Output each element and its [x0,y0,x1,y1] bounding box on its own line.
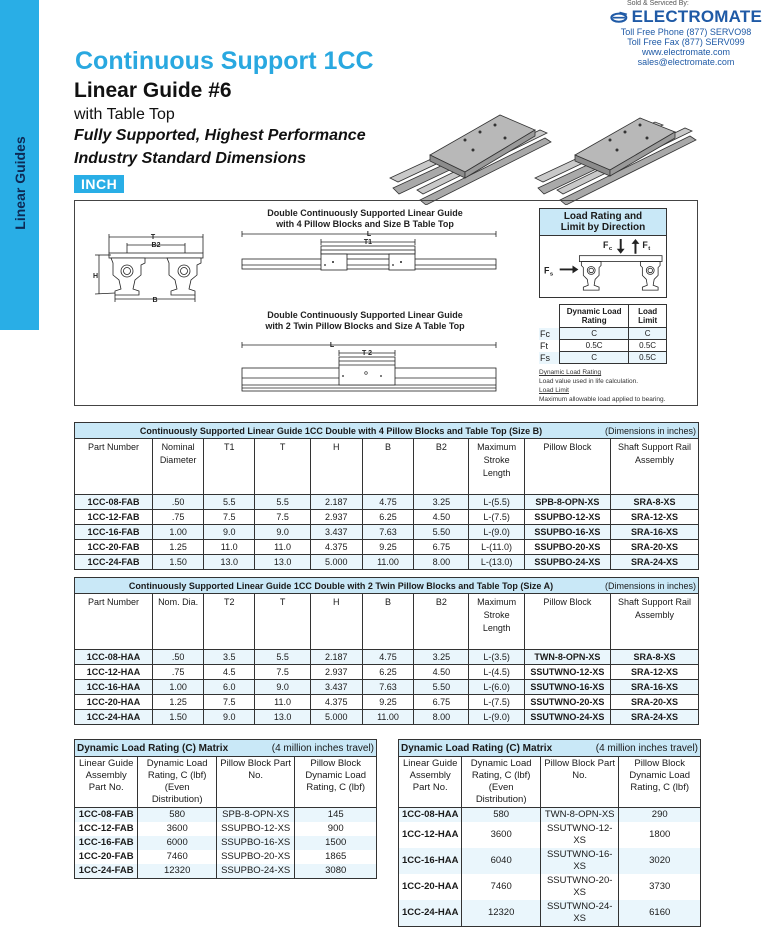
matrix-b-header-row: Linear Guide Assembly Part No. Dynamic Load Rating, C (lbf) (Even Distribution) Pillow Block Part No. Pillow Block Dynamic Load Rating, C (lbf) [75,757,377,808]
col-b2: B2 [414,439,469,495]
table-row: 1CC-16-FAB 1.00 9.0 9.0 3.437 7.63 5.50 L-(9.0) SSUPBO-16-XS SRA-16-XS [75,525,699,540]
table-row: 1CC-20-FAB 7460 SSUPBO-20-XS 1865 [75,850,377,864]
load-rating-table [539,304,667,364]
col-max-stroke: Maximum Stroke Length [469,594,525,650]
table-row: 1CC-24-FAB 12320 SSUPBO-24-XS 3080 [75,864,377,879]
spec-table-size-b [74,422,699,570]
side-view-size-b-title-line2: with 4 Pillow Blocks and Size B Table Top [276,219,454,229]
table-row: 1CC-24-HAA 1.50 9.0 13.0 5.000 11.00 8.00 L-(9.0) SSUTWNO-24-XS SRA-24-XS [75,710,699,725]
table-row: 1CC-08-FAB .50 5.5 5.5 2.187 4.75 3.25 L-(5.5) SPB-8-OPN-XS SRA-8-XS [75,495,699,510]
col-b2: B2 [414,594,469,650]
side-view-size-a-title-line2: with 2 Twin Pillow Blocks and Size A Table Top [265,321,465,331]
col-dynamic-load-rating: Dynamic Load Rating [560,305,629,328]
table-b-caption [75,423,699,439]
col-b: B [362,439,414,495]
sold-by-label: Sold & Serviced By: [627,0,689,7]
col-part-number: Part Number [75,594,153,650]
col-t: T [255,594,311,650]
side-view-size-b-title [235,208,495,230]
svg-text:c: c [608,245,613,252]
table-row: 1CC-20-HAA 7460 SSUTWNO-20-XS 3730 [399,874,701,900]
vendor-fax: Toll Free Fax (877) SERV099 [627,37,745,47]
side-view-size-b-title-line1: Double Continuously Supported Linear Guide [267,208,463,218]
load-matrix-size-a [398,739,701,927]
vendor-phone: Toll Free Phone (877) SERVO98 [620,27,752,37]
load-direction-drawing [539,236,667,298]
note-dlr-text: Load value used in life calculation. [539,378,639,385]
table-row: 1CC-12-HAA .75 4.5 7.5 2.937 6.25 4.50 L-(4.5) SSUTWNO-12-XS SRA-12-XS [75,665,699,680]
load-rating-panel [539,208,667,404]
dimension-diagram-panel [74,200,698,406]
col-h: H [310,439,362,495]
table-row: 1CC-20-FAB 1.25 11.0 11.0 4.375 9.25 6.75 L-(11.0) SSUPBO-20-XS SRA-20-XS [75,540,699,555]
vendor-info [610,0,762,67]
svg-text:s: s [549,271,554,278]
load-row-fc: Fc C C [539,328,667,340]
table-a-header-row [75,594,699,650]
electromate-logo-icon [610,9,628,25]
load-rating-title [539,208,667,236]
table-row: 1CC-12-HAA 3600 SSUTWNO-12-XS 1800 [399,822,701,848]
col-nominal-diameter: Nom. Dia. [153,594,204,650]
svg-text:t: t [648,245,651,252]
fc-arrow-icon [617,239,625,254]
table-row: 1CC-16-HAA 6040 SSUTWNO-16-XS 3020 [399,848,701,874]
svg-text:L: L [366,231,372,238]
matrix-a-header-row: Linear Guide Assembly Part No. Dynamic Load Rating, C (lbf) (Even Distribution) Pillow Block Part No. Pillow Block Dynamic Load Rating, C (lbf) [399,757,701,808]
table-row: 1CC-08-HAA 580 TWN-8-OPN-XS 290 [399,808,701,823]
col-pillow-block: Pillow Block [524,594,610,650]
svg-text:H: H [93,273,99,280]
note-dlr-title: Dynamic Load Rating [539,369,602,376]
col-pillow-block: Pillow Block [524,439,610,495]
svg-text:F: F [543,265,550,276]
svg-text:B: B [152,297,158,303]
table-row: 1CC-08-HAA .50 3.5 5.5 2.187 4.75 3.25 L-(3.5) TWN-8-OPN-XS SRA-8-XS [75,650,699,665]
table-row: 1CC-24-HAA 12320 SSUTWNO-24-XS 6160 [399,900,701,927]
svg-text:F: F [603,239,609,250]
tagline-dimensions: Industry Standard Dimensions [74,150,307,167]
matrix-b-caption: Dynamic Load Rating (C) Matrix (4 million inches travel) [75,740,377,757]
svg-text:L: L [329,342,335,349]
load-notes [539,368,667,404]
table-row: 1CC-20-HAA 1.25 7.5 11.0 4.375 9.25 6.75 L-(7.5) SSUTWNO-20-XS SRA-20-XS [75,695,699,710]
vendor-brand [610,7,762,27]
table-row: 1CC-12-FAB 3600 SSUPBO-12-XS 900 [75,822,377,836]
col-shaft-support: Shaft Support Rail Assembly [610,594,698,650]
note-ll-text: Maximum allowable load applied to bearing. [539,396,666,403]
page-subtitle: Linear Guide #6 [74,79,232,102]
table-a-units: (Dimensions in inches) [604,580,696,591]
end-view-drawing [93,233,213,303]
col-part-number: Part Number [75,439,153,495]
side-view-size-a-title-line1: Double Continuously Supported Linear Guide [267,310,463,320]
table-b-units: (Dimensions in inches) [604,425,696,436]
col-t1: T1 [204,439,255,495]
col-t2: T2 [204,594,255,650]
ft-arrow-icon [632,239,640,254]
load-rating-title-line2: Limit by Direction [560,222,646,233]
tagline-performance: Fully Supported, Highest Performance [74,127,366,144]
side-tab-label: Linear Guides [12,136,28,230]
table-a-caption-text: Continuously Supported Linear Guide 1CC Double with 2 Twin Pillow Blocks and Table Top (Size A) [128,580,554,591]
col-shaft-support: Shaft Support Rail Assembly [610,439,698,495]
table-row: 1CC-24-FAB 1.50 13.0 13.0 5.000 11.00 8.00 L-(13.0) SSUPBO-24-XS SRA-24-XS [75,555,699,570]
side-view-size-a-drawing [241,341,497,393]
fs-arrow-icon [560,266,579,274]
note-ll-title: Load Limit [539,387,569,394]
section-side-tab [0,0,39,330]
col-t: T [255,439,311,495]
col-b: B [362,594,414,650]
svg-text:T1: T1 [363,239,373,246]
page-title: Continuous Support 1CC [75,47,374,75]
load-rating-title-line1: Load Rating and [563,211,643,222]
svg-text:F: F [642,239,648,250]
svg-text:B2: B2 [151,242,161,249]
load-row-ft: Ft 0.5C 0.5C [539,340,667,352]
col-nominal-diameter: Nominal Diameter [153,439,204,495]
product-illustration [385,70,705,205]
matrix-a-caption: Dynamic Load Rating (C) Matrix (4 million inches travel) [399,740,701,757]
side-view-size-a-title [235,310,495,332]
table-b-caption-text: Continuously Supported Linear Guide 1CC Double with 4 Pillow Blocks and Table Top (Size B) [139,425,543,436]
side-view-size-b-drawing [241,231,497,271]
page-subsubtitle: with Table Top [74,106,175,123]
table-row: 1CC-08-FAB 580 SPB-8-OPN-XS 145 [75,808,377,823]
load-matrix-size-b [74,739,377,879]
svg-text:T: T [150,234,156,241]
vendor-email-link[interactable]: sales@electromate.com [637,57,735,67]
table-b-header-row [75,439,699,495]
table-row: 1CC-16-HAA 1.00 6.0 9.0 3.437 7.63 5.50 L-(6.0) SSUTWNO-16-XS SRA-16-XS [75,680,699,695]
col-max-stroke: Maximum Stroke Length [469,439,525,495]
table-row: 1CC-12-FAB .75 7.5 7.5 2.937 6.25 4.50 L-(7.5) SSUPBO-12-XS SRA-12-XS [75,510,699,525]
vendor-website-link[interactable]: www.electromate.com [641,47,731,57]
col-h: H [310,594,362,650]
table-a-caption [75,578,699,594]
col-load-limit: Load Limit [629,305,667,328]
vendor-brand-name: ELECTROMATE [631,7,762,26]
load-row-fs: Fs C 0.5C [539,352,667,364]
table-row: 1CC-16-FAB 6000 SSUPBO-16-XS 1500 [75,836,377,850]
svg-text:T 2: T 2 [361,350,373,357]
unit-badge: INCH [74,175,124,193]
spec-table-size-a [74,577,699,725]
